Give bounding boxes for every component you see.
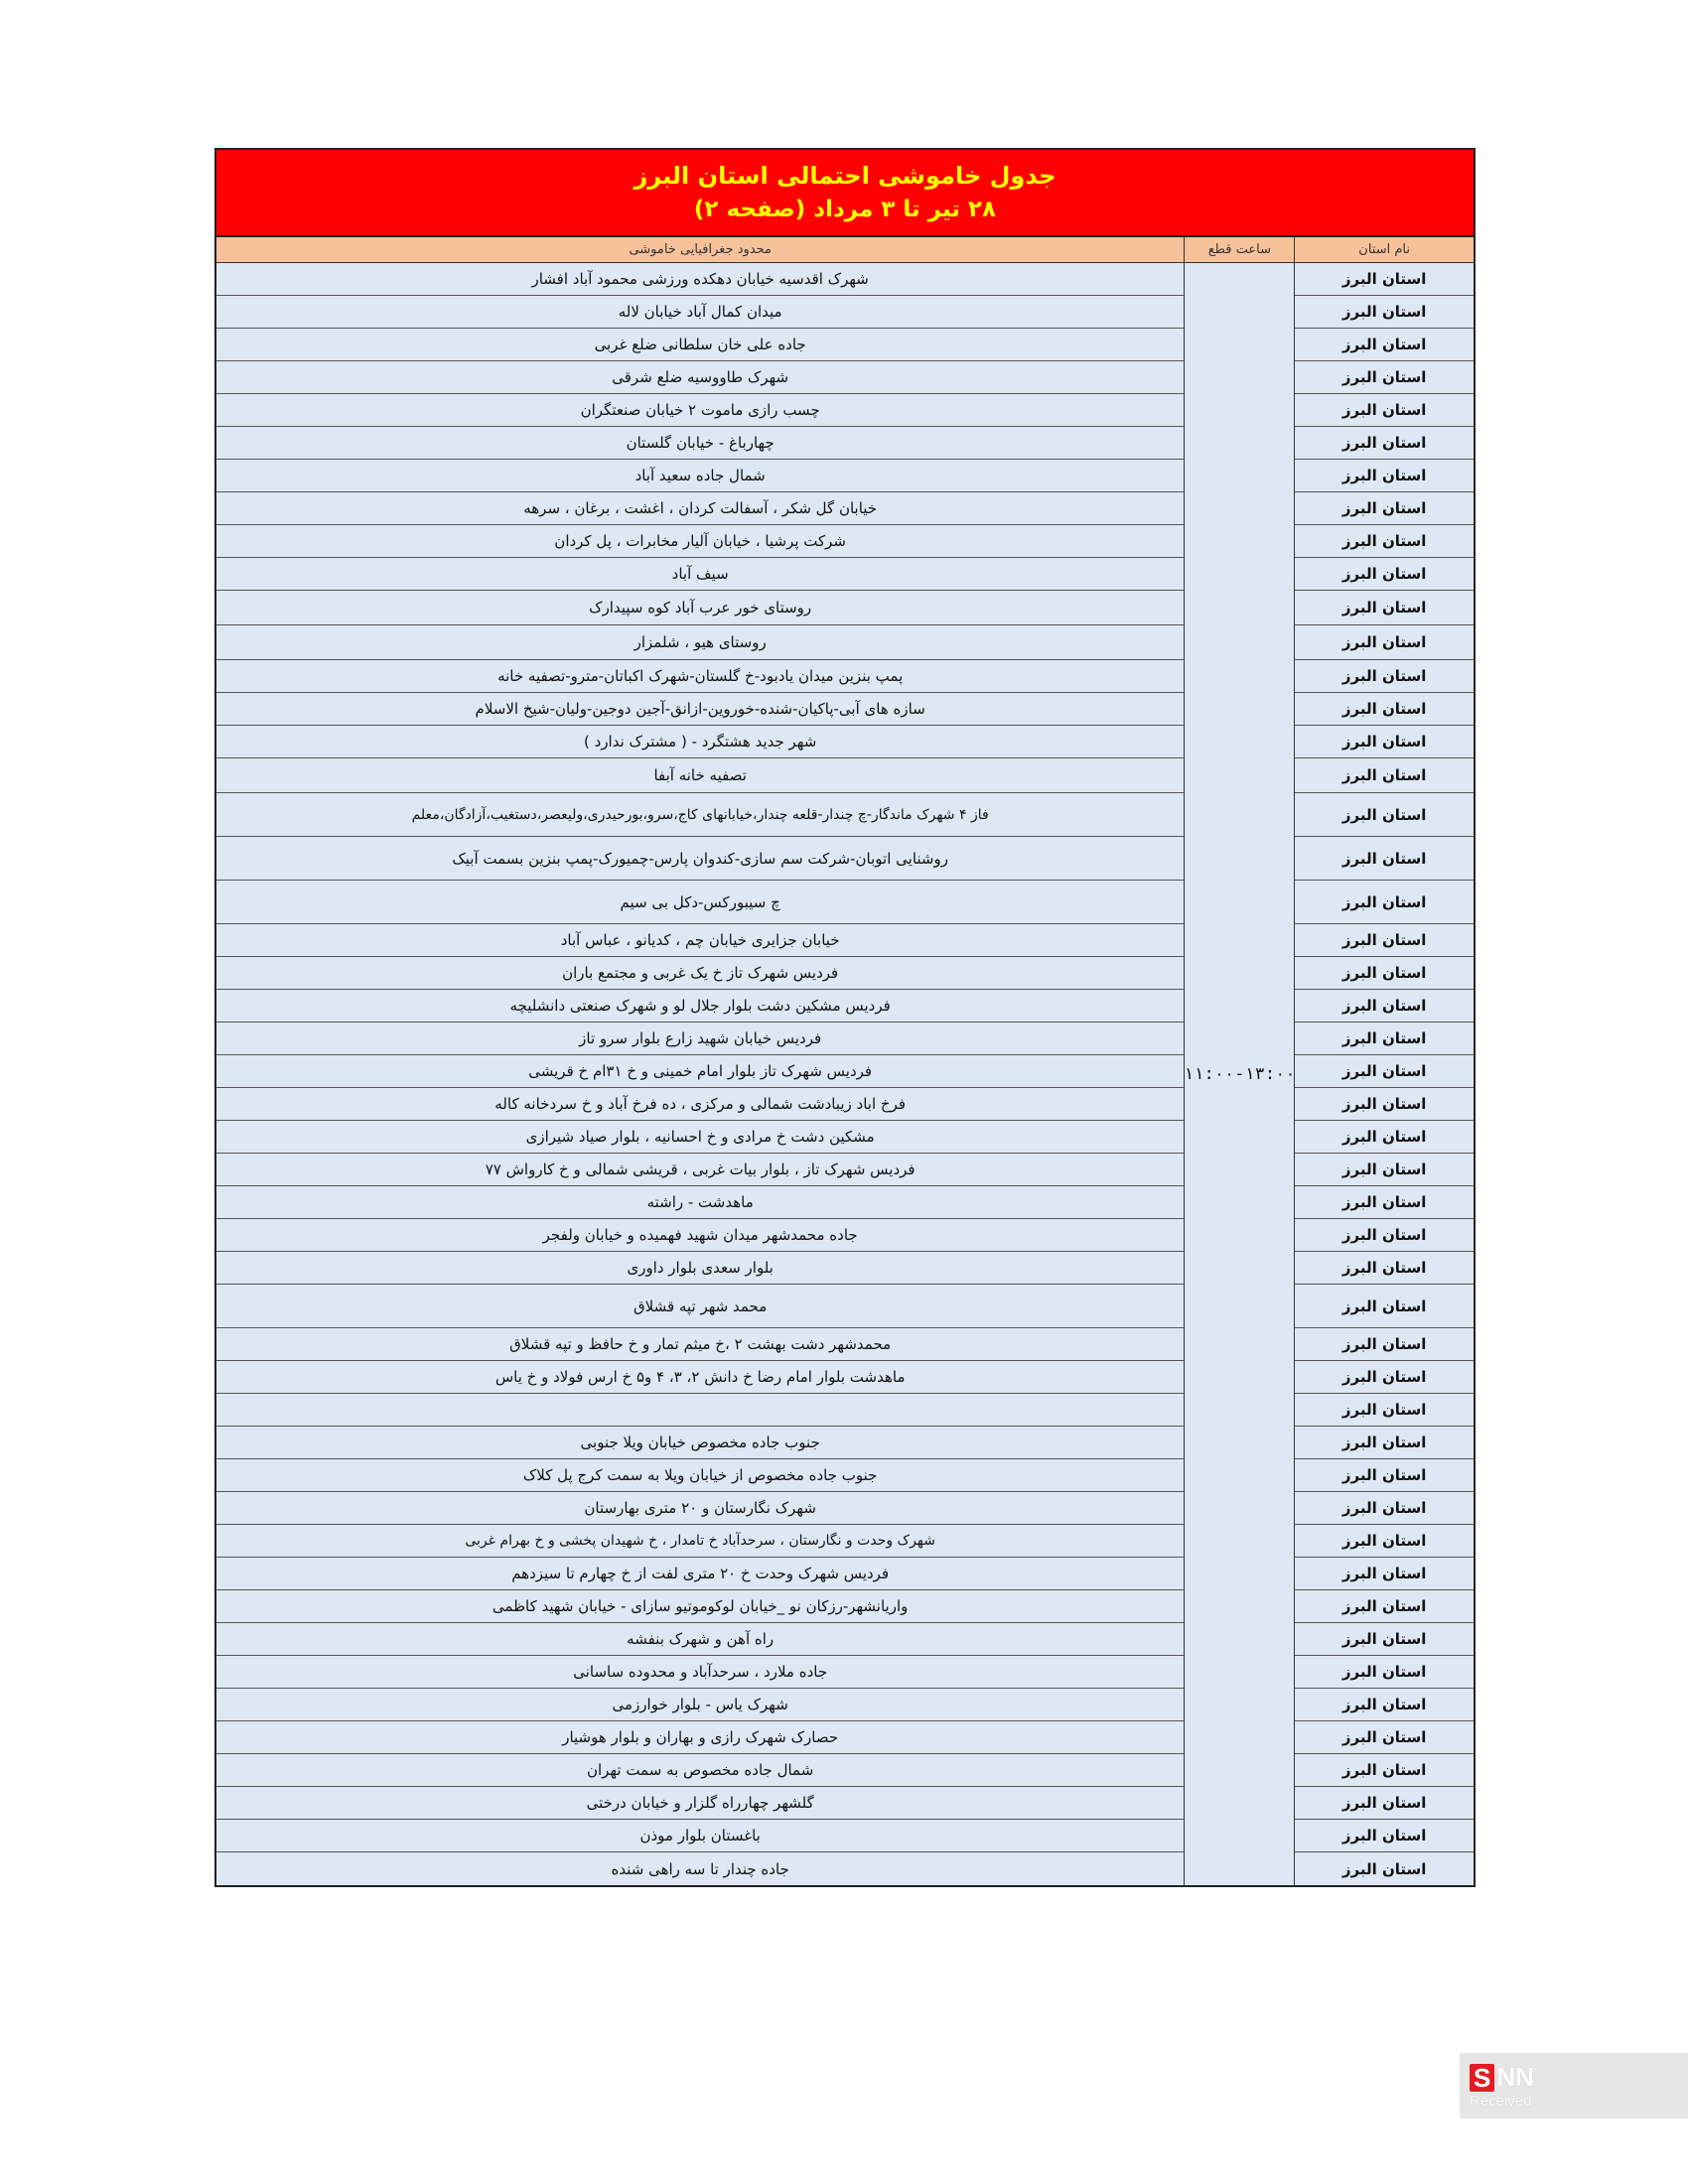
logo-subtext: Received [1470,2093,1532,2110]
area-cell: فرخ اباد زیبادشت شمالی و مرکزی ، ده فرخ آباد و خ سردخانه کاله [216,1088,1184,1121]
area-cell: شهرک نگارستان و ۲۰ متری بهارستان [216,1492,1184,1525]
table-body [216,263,1474,1885]
province-cell: استان البرز [1295,1219,1474,1252]
province-cell: استان البرز [1295,924,1474,957]
area-cell: شمال جاده سعید آباد [216,460,1184,492]
province-cell: استان البرز [1295,1852,1474,1885]
area-cell: باغستان بلوار موذن [216,1820,1184,1852]
province-cell: استان البرز [1295,460,1474,492]
area-cell: جاده چندار تا سه راهی شنده [216,1852,1184,1885]
province-cell: استان البرز [1295,726,1474,758]
area-cell: میدان کمال آباد خیابان لاله [216,296,1184,329]
province-cell: استان البرز [1295,492,1474,525]
table-header [216,237,1474,263]
province-cell: استان البرز [1295,1721,1474,1754]
province-cell: استان البرز [1295,758,1474,793]
area-cell: پمپ بنزین میدان یادبود-خ گلستان-شهرک اکباتان-مترو-تصفیه خانه [216,660,1184,693]
province-cell: استان البرز [1295,1154,1474,1186]
area-cell: ماهدشت بلوار امام رضا خ دانش ۲، ۳، ۴ و۵ خ ارس فولاد و خ یاس [216,1361,1184,1394]
area-cell: چ سیبورکس-دکل بی سیم [216,881,1184,924]
area-cell: شرکت پرشیا ، خیابان آلیار مخابرات ، پل کردان [216,525,1184,558]
area-cell: شهرک اقدسیه خیابان دهکده ورزشی محمود آباد افشار [216,263,1184,296]
province-cell: استان البرز [1295,525,1474,558]
area-cell: روستای خور عرب آباد کوه سپیدارک [216,591,1184,625]
province-cell: استان البرز [1295,394,1474,427]
area-cell: چهارباغ - خیابان گلستان [216,427,1184,460]
area-cell: محمد شهر تپه قشلاق [216,1285,1184,1328]
province-cell: استان البرز [1295,1689,1474,1721]
province-cell: استان البرز [1295,837,1474,881]
province-cell: استان البرز [1295,558,1474,591]
province-cell: استان البرز [1295,1055,1474,1088]
province-cell: استان البرز [1295,1252,1474,1285]
province-cell: استان البرز [1295,693,1474,726]
province-cell: استان البرز [1295,591,1474,625]
province-cell: استان البرز [1295,1787,1474,1820]
province-cell: استان البرز [1295,1394,1474,1427]
header-province: نام استان [1358,242,1410,257]
area-cell: بلوار سعدی بلوار داوری [216,1252,1184,1285]
province-cell: استان البرز [1295,881,1474,924]
province-cell: استان البرز [1295,1023,1474,1055]
area-cell: جاده علی خان سلطانی ضلع غربی [216,329,1184,361]
area-cell: راه آهن و شهرک بنفشه [216,1623,1184,1656]
area-cell: فردیس شهرک تاز خ یک غربی و مجتمع باران [216,957,1184,990]
area-cell: واریانشهر-رزکان نو _خیابان لوکوموتیو سازای - خیابان شهید کاظمی [216,1590,1184,1623]
area-cell: روشنایی اتوبان-شرکت سم سازی-کندوان پارس-چمیورک-پمپ بنزین بسمت آبیک [216,837,1184,881]
area-cell: خیابان گل شکر ، آسفالت کردان ، اغشت ، برغان ، سرهه [216,492,1184,525]
area-cell: شهرک یاس - بلوار خوارزمی [216,1689,1184,1721]
logo-s: S [1470,2064,1494,2092]
area-cell: فردیس شهرک وحدت خ ۲۰ متری لفت از خ چهارم تا سیزدهم [216,1558,1184,1590]
time-column [1185,263,1295,1885]
province-cell: استان البرز [1295,1427,1474,1459]
area-cell: شهر جدید هشتگرد - ( مشترک ندارد ) [216,726,1184,758]
area-cell: فاز ۴ شهرک ماندگار-چ چندار-قلعه چندار،خیابانهای کاج،سرو،بورحیدری،ولیعصر،دستغیب،آزادگان،معلم [216,793,1184,837]
area-cell: مشکین دشت خ مرادی و خ احسانیه ، بلوار صیاد شیرازی [216,1121,1184,1154]
area-cell: فردیس شهرک تاز ، بلوار بیات غربی ، قریشی شمالی و خ کارواش ۷۷ [216,1154,1184,1186]
province-cell: استان البرز [1295,1121,1474,1154]
area-cell: تصفیه خانه آبفا [216,758,1184,793]
area-column [216,263,1185,1885]
area-cell: چسب رازی ماموت ۲ خیابان صنعتگران [216,394,1184,427]
outage-table [214,148,1476,1887]
province-cell: استان البرز [1295,1590,1474,1623]
province-cell: استان البرز [1295,361,1474,394]
province-cell: استان البرز [1295,625,1474,660]
area-cell: فردیس مشکین دشت بلوار جلال لو و شهرک صنعتی دانشلیچه [216,990,1184,1023]
area-cell: سیف آباد [216,558,1184,591]
province-cell: استان البرز [1295,1186,1474,1219]
province-cell: استان البرز [1295,1525,1474,1558]
area-cell: محمدشهر دشت بهشت ۲ ،خ میثم تمار و خ حافظ و تپه قشلاق [216,1328,1184,1361]
area-cell: فردیس خیابان شهید زارع بلوار سرو تاز [216,1023,1184,1055]
province-cell: استان البرز [1295,1459,1474,1492]
province-cell: استان البرز [1295,1754,1474,1787]
area-cell: شهرک طاووسیه ضلع شرقی [216,361,1184,394]
province-cell: استان البرز [1295,1558,1474,1590]
title-band [216,150,1474,237]
province-cell: استان البرز [1295,660,1474,693]
area-cell: شمال جاده مخصوص به سمت تهران [216,1754,1184,1787]
area-cell: جاده محمدشهر میدان شهید فهمیده و خیابان ولفجر [216,1219,1184,1252]
page-subtitle: ۲۸ تیر تا ۳ مرداد (صفحه ۲) [693,197,997,222]
area-cell: جنوب جاده مخصوص از خیابان ویلا به سمت کرج پل کلاک [216,1459,1184,1492]
area-cell: سازه های آبی-پاکیان-شنده-خوروین-ازانق-آجین دوجین-ولیان-شیخ الاسلام [216,693,1184,726]
province-cell: استان البرز [1295,1623,1474,1656]
area-cell: شهرک وحدت و نگارستان ، سرحدآباد خ تامدار ، خ شهیدان پخشی و خ بهرام غربی [216,1525,1184,1558]
page-title: جدول خاموشی احتمالی استان البرز [633,162,1056,190]
province-cell: استان البرز [1295,957,1474,990]
watermark [1460,2053,1688,2118]
area-cell: خیابان جزایری خیابان چم ، کدیانو ، عباس آباد [216,924,1184,957]
time-range: ۱۱:۰۰-۱۳:۰۰ [1184,1064,1296,1084]
province-cell: استان البرز [1295,1656,1474,1689]
snn-logo [1470,2062,1688,2093]
logo-nn: NN [1496,2062,1534,2092]
province-cell: استان البرز [1295,329,1474,361]
province-cell: استان البرز [1295,296,1474,329]
province-cell: استان البرز [1295,1492,1474,1525]
area-cell: روستای هیو ، شلمزار [216,625,1184,660]
province-cell: استان البرز [1295,1361,1474,1394]
province-cell: استان البرز [1295,1328,1474,1361]
area-cell: فردیس شهرک تاز بلوار امام خمینی و خ ۳۱ام خ قریشی [216,1055,1184,1088]
province-column [1295,263,1474,1885]
header-time: ساعت قطع [1185,237,1295,262]
area-cell: جنوب جاده مخصوص خیابان ویلا جنوبی [216,1427,1184,1459]
area-cell: گلشهر چهارراه گلزار و خیابان درختی [216,1787,1184,1820]
province-cell: استان البرز [1295,1285,1474,1328]
province-cell: استان البرز [1295,263,1474,296]
province-cell: استان البرز [1295,427,1474,460]
province-cell: استان البرز [1295,1820,1474,1852]
header-area: محدود جغرافیایی خاموشی [216,237,1185,262]
area-cell: حصارک شهرک رازی و بهاران و بلوار هوشیار [216,1721,1184,1754]
province-cell: استان البرز [1295,793,1474,837]
area-cell: جاده ملارد ، سرحدآباد و محدوده ساسانی [216,1656,1184,1689]
province-cell: استان البرز [1295,990,1474,1023]
province-cell: استان البرز [1295,1088,1474,1121]
area-cell [216,1394,1184,1427]
area-cell: ماهدشت - راشته [216,1186,1184,1219]
